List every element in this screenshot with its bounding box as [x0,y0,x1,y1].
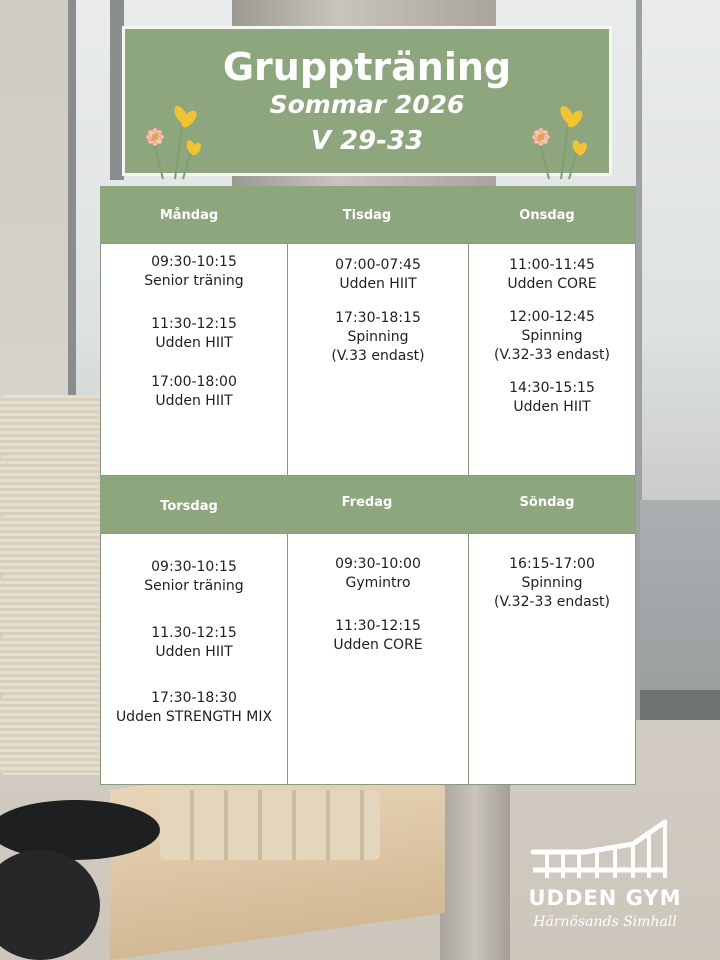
day-header-sunday: Söndag [519,495,575,510]
slot-time: 09:30-10:15 [151,254,237,270]
day-header-thursday: Torsdag [160,499,218,514]
bridge-logo-icon [525,808,685,884]
class-slot [101,624,287,662]
slot-class: Udden STRENGTH MIX [115,709,273,725]
slot-class: Udden CORE [333,637,423,653]
day-cell-wednesday [468,243,636,476]
slot-time: 11:30-12:15 [151,316,237,332]
schedule-table [100,186,636,785]
slot-class: Spinning [347,329,409,345]
day-cell-tuesday [287,243,469,476]
class-slot [288,256,468,294]
day-header-monday: Måndag [159,208,219,223]
slot-class: Spinning [521,328,583,344]
class-slot [288,617,468,655]
class-slot [469,379,635,417]
slot-class: Udden HIIT [339,276,417,292]
class-slot [288,555,468,593]
day-cell-friday [287,533,469,785]
slot-time: 11.30-12:15 [151,625,237,641]
class-slot [101,689,287,727]
flower-icon [133,101,213,181]
logo-name: UDDEN GYM [528,886,682,910]
slot-class: Senior träning [144,578,244,594]
logo-subtitle: Härnösands Simhall [533,914,677,930]
slot-class: Udden HIIT [513,399,591,415]
slot-note: (V.32-33 endast) [493,594,610,610]
day-cell-monday [100,243,288,476]
season-subtitle: Sommar 2026 [269,90,465,119]
slot-time: 17:30-18:15 [335,310,421,326]
slot-class: Udden HIIT [155,335,233,351]
slot-class: Udden HIIT [155,393,233,409]
slot-time: 09:30-10:15 [151,559,237,575]
slot-note: (V.33 endast) [331,348,425,364]
slot-time: 12:00-12:45 [509,309,595,325]
slot-note: (V.32-33 endast) [493,347,610,363]
slot-time: 11:30-12:15 [335,618,421,634]
day-header-wednesday: Onsdag [519,208,575,223]
slot-time: 07:00-07:45 [335,257,421,273]
slot-class: Senior träning [144,273,244,289]
flower-icon [519,101,599,181]
day-cell-sunday [468,533,636,785]
slot-time: 17:30-18:30 [151,690,237,706]
title-banner [122,26,612,176]
slot-time: 17:00-18:00 [151,374,237,390]
class-slot [101,373,287,411]
day-cell-thursday [100,533,288,785]
schedule-header-row [100,186,636,243]
slot-time: 14:30-15:15 [509,380,595,396]
slot-class: Udden HIIT [155,644,233,660]
slot-class: Udden CORE [507,276,597,292]
class-slot [101,315,287,353]
class-slot [288,309,468,366]
day-header-friday: Fredag [341,495,393,510]
class-slot [469,555,635,612]
class-slot [101,253,287,291]
slot-time: 16:15-17:00 [509,556,595,572]
page-title: Gruppträning [222,45,512,89]
class-slot [469,256,635,294]
slot-time: 09:30-10:00 [335,556,421,572]
class-slot [469,308,635,365]
day-header-tuesday: Tisdag [342,208,392,223]
slot-time: 11:00-11:45 [509,257,595,273]
schedule-header-row [100,476,636,533]
slot-class: Gymintro [345,575,411,591]
slot-class: Spinning [521,575,583,591]
class-slot [101,558,287,596]
udden-gym-logo [525,808,685,938]
week-range: V 29-33 [310,126,424,156]
